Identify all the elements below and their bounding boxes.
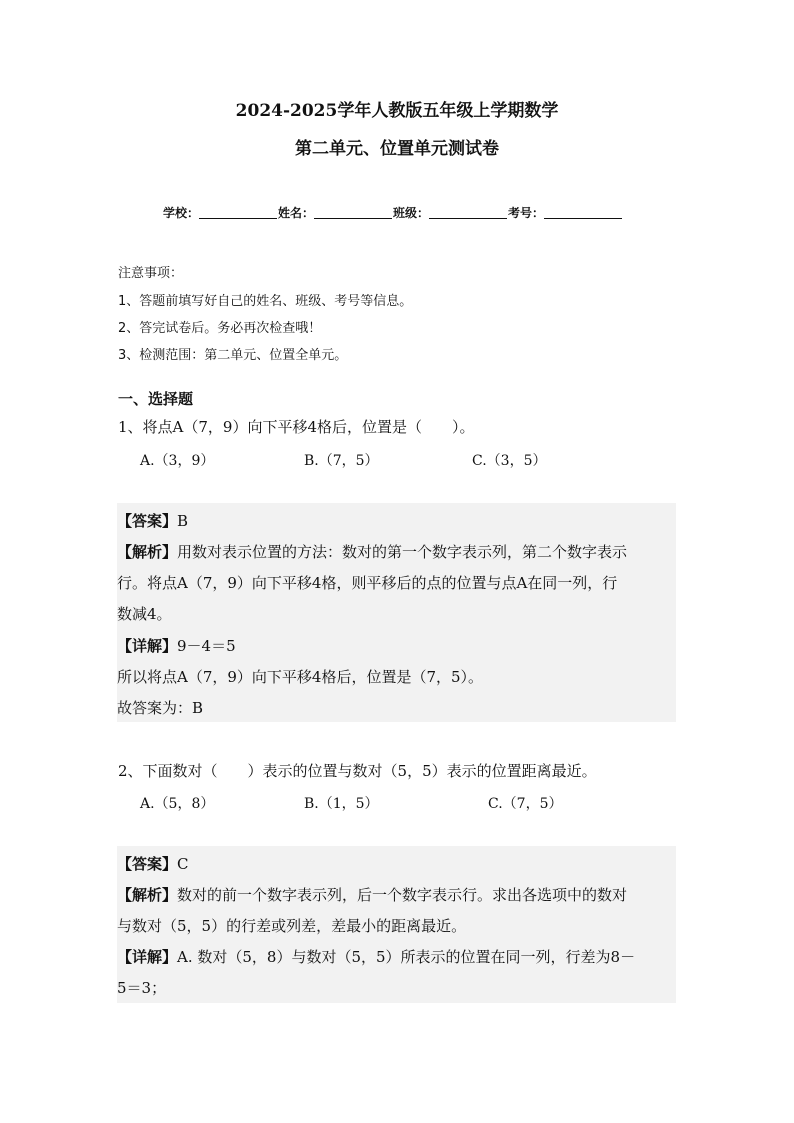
answer-label: 【答案】 xyxy=(117,512,178,530)
name-label: 姓名： xyxy=(278,206,315,220)
section-title: 一、选择题 xyxy=(118,390,194,408)
student-info-fields xyxy=(163,204,623,221)
analysis-text: 用数对表示位置的方法：数对的第一个数字表示列，第二个数字表示 xyxy=(177,543,628,561)
answer-row xyxy=(117,510,188,531)
school-blank[interactable] xyxy=(199,206,277,219)
page-subtitle: 第二单元、位置单元测试卷 xyxy=(295,139,499,159)
answer-value: C xyxy=(177,855,189,873)
class-label: 班级： xyxy=(393,206,430,220)
analysis-row xyxy=(117,884,627,905)
question-1-option-b: B.（7，5） xyxy=(304,453,379,469)
question-1-stem: 1、将点A（7，9）向下平移4格后，位置是（ ）。 xyxy=(118,418,475,436)
question-2-option-b: B.（1，5） xyxy=(304,796,379,812)
analysis-line: 与数对（5，5）的行差或列差，差最小的距离最近。 xyxy=(117,917,467,935)
class-blank[interactable] xyxy=(429,206,507,219)
detail-label: 【详解】 xyxy=(117,637,178,655)
analysis-line: 数减4。 xyxy=(117,605,172,623)
answer-row xyxy=(117,853,189,874)
note-item: 1、答题前填写好自己的姓名、班级、考号等信息。 xyxy=(118,294,413,309)
question-1-option-c: C.（3，5） xyxy=(472,453,547,469)
detail-label: 【详解】 xyxy=(117,948,178,966)
question-2-option-a: A.（5，8） xyxy=(140,796,215,812)
exam-no-blank[interactable] xyxy=(544,206,622,219)
detail-text: A. 数对（5，8）与数对（5，5）所表示的位置在同一列，行差为8－ xyxy=(177,948,636,966)
detail-line: 5＝3； xyxy=(117,979,167,997)
question-1-answer-box xyxy=(117,503,676,722)
detail-row xyxy=(117,635,236,656)
exam-no-label: 考号： xyxy=(508,206,545,220)
name-blank[interactable] xyxy=(314,206,392,219)
notes-heading: 注意事项： xyxy=(118,266,184,281)
analysis-text: 数对的前一个数字表示列，后一个数字表示行。求出各选项中的数对 xyxy=(177,886,628,904)
note-item: 2、答完试卷后。务必再次检查哦！ xyxy=(118,321,322,336)
analysis-label: 【解析】 xyxy=(117,543,178,561)
question-1-option-a: A.（3，9） xyxy=(140,453,215,469)
question-2-answer-box xyxy=(117,846,676,1003)
answer-label: 【答案】 xyxy=(117,855,178,873)
school-label: 学校： xyxy=(163,206,200,220)
answer-value: B xyxy=(177,512,189,530)
analysis-line: 行。将点A（7，9）向下平移4格，则平移后的点的位置与点A在同一列，行 xyxy=(117,574,618,592)
analysis-row xyxy=(117,541,627,562)
note-item: 3、检测范围：第二单元、位置全单元。 xyxy=(118,348,348,363)
detail-line: 所以将点A（7，9）向下平移4格后，位置是（7，5）。 xyxy=(117,668,484,686)
page-title: 2024-2025学年人教版五年级上学期数学 xyxy=(235,101,559,121)
question-2-option-c: C.（7，5） xyxy=(488,796,563,812)
analysis-label: 【解析】 xyxy=(117,886,178,904)
detail-line: 故答案为：B xyxy=(117,699,204,717)
detail-text: 9－4＝5 xyxy=(177,637,236,655)
detail-row xyxy=(117,946,635,967)
question-2-stem: 2、下面数对（ ）表示的位置与数对（5，5）表示的位置距离最近。 xyxy=(118,762,597,780)
